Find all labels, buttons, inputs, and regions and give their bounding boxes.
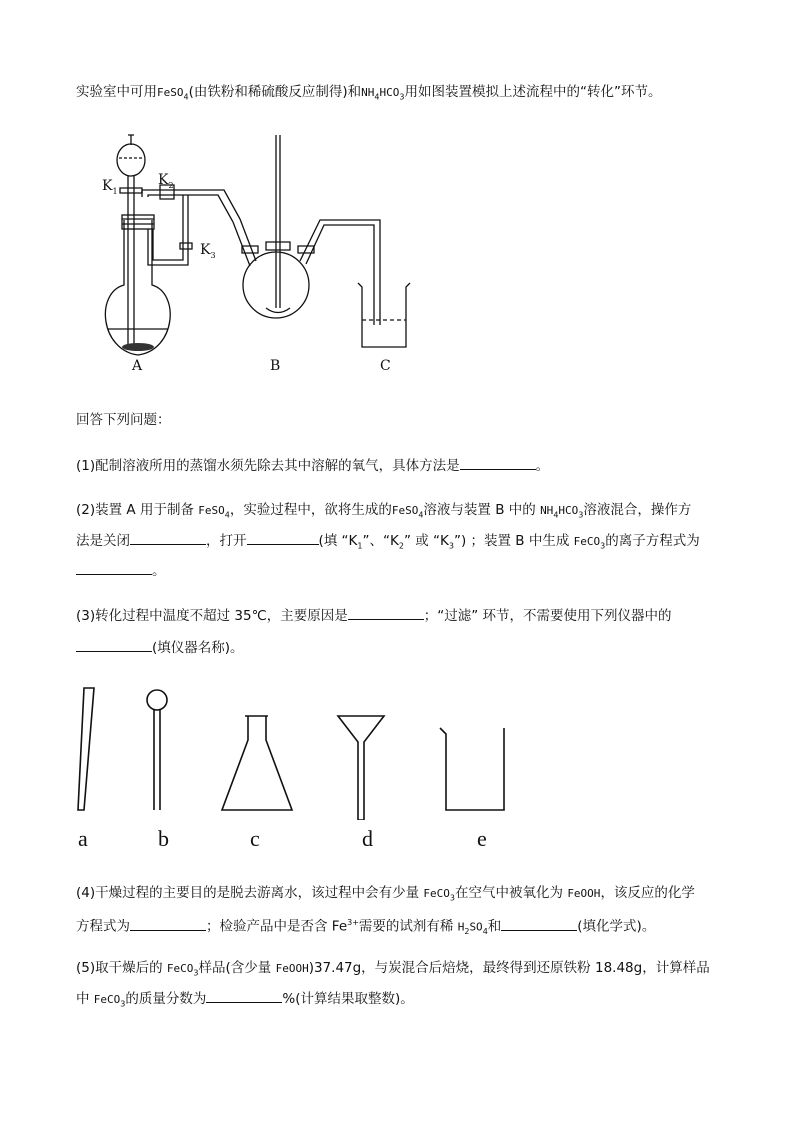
intro-text bbox=[76, 82, 661, 108]
beaker-icon bbox=[440, 728, 504, 810]
dropper-icon bbox=[147, 690, 167, 710]
text: (3)转化过程中温度不超过 35℃，主要原因是 bbox=[76, 608, 348, 624]
formula: FeSO bbox=[198, 504, 225, 517]
formula: NH bbox=[361, 86, 375, 99]
question-2-line-3 bbox=[76, 560, 166, 581]
question-4-line-2 bbox=[76, 913, 655, 942]
text: (2)装置 A 用于制备 bbox=[76, 502, 199, 518]
text: (填 “K bbox=[318, 533, 358, 549]
text: (由铁粉和稀硫酸反应制得)和 bbox=[188, 84, 362, 100]
text: ，打开 bbox=[206, 533, 247, 549]
formula: HCO bbox=[558, 504, 579, 517]
answer-blank[interactable] bbox=[501, 916, 577, 931]
k3-label bbox=[200, 242, 216, 260]
question-2-line-1 bbox=[76, 500, 691, 526]
text: ” 或 “K bbox=[403, 533, 449, 549]
instrument-label-d: d bbox=[362, 826, 373, 851]
text: ”、“K bbox=[362, 533, 399, 549]
answer-blank[interactable] bbox=[460, 455, 536, 470]
instrument-label-a: a bbox=[78, 826, 88, 851]
text: 的离子方程式为 bbox=[605, 533, 700, 549]
text: (5)取干燥后的 bbox=[76, 960, 167, 976]
answer-blank[interactable] bbox=[206, 988, 282, 1003]
subscript: 3 bbox=[399, 92, 405, 102]
subscript: 1 bbox=[357, 541, 363, 551]
answer-blank[interactable] bbox=[130, 916, 206, 931]
subscript: 3 bbox=[449, 893, 456, 903]
formula: HCO bbox=[379, 86, 400, 99]
subscript: 3 bbox=[600, 541, 606, 551]
k1-label bbox=[102, 178, 118, 196]
k2-label bbox=[158, 172, 174, 190]
question-3-line-2 bbox=[76, 637, 244, 658]
formula: FeCO bbox=[93, 993, 121, 1006]
formula: FeSO bbox=[391, 504, 419, 517]
subscript: 2 bbox=[464, 927, 470, 937]
subscript: 4 bbox=[183, 92, 189, 102]
formula: FeCO bbox=[423, 887, 450, 900]
text: 需要的试剂有稀 bbox=[358, 918, 458, 935]
instrument-label-e: e bbox=[477, 826, 487, 851]
label-c: C bbox=[380, 358, 391, 374]
text: 溶液与装置 B 中的 bbox=[423, 502, 541, 518]
question-2-line-2 bbox=[76, 530, 700, 557]
text: 方程式为 bbox=[76, 918, 130, 935]
subscript: 4 bbox=[482, 927, 488, 937]
answer-blank[interactable] bbox=[76, 637, 152, 652]
question-5-line-2 bbox=[76, 988, 414, 1015]
text: ；“过滤” 环节，不需要使用下列仪器中的 bbox=[423, 608, 672, 624]
subscript: 4 bbox=[224, 510, 230, 520]
apparatus-diagram bbox=[90, 125, 430, 360]
formula: NH bbox=[540, 504, 554, 517]
text: ，该反应的化学 bbox=[600, 885, 695, 901]
text: 和 bbox=[487, 918, 502, 935]
answer-blank[interactable] bbox=[130, 530, 206, 545]
subscript: 2 bbox=[168, 180, 174, 190]
formula: FeCO bbox=[573, 535, 601, 548]
question-3-line-1 bbox=[76, 605, 672, 626]
subscript: 3 bbox=[120, 999, 126, 1009]
text: 用如图装置模拟上述流程中的“转化”环节。 bbox=[404, 84, 662, 100]
subscript: 4 bbox=[374, 92, 380, 102]
answer-prompt: 回答下列问题： bbox=[76, 412, 171, 428]
k-text: K bbox=[102, 178, 113, 194]
text: 样品(含少量 bbox=[198, 960, 276, 976]
text: %(计算结果取整数)。 bbox=[282, 991, 414, 1007]
text: (填仪器名称)。 bbox=[152, 640, 244, 656]
superscript: 3+ bbox=[347, 918, 359, 927]
text: (1)配制溶液所用的蒸馏水须先除去其中溶解的氧气，具体方法是 bbox=[76, 458, 460, 474]
text: 。 bbox=[152, 563, 166, 579]
subscript: 4 bbox=[553, 510, 559, 520]
text: ；检验产品中是否含 Fe bbox=[206, 918, 348, 935]
answer-blank[interactable] bbox=[348, 605, 424, 620]
subscript: 4 bbox=[418, 510, 424, 520]
text: 的质量分数为 bbox=[125, 991, 207, 1007]
instrument-label-b: b bbox=[158, 826, 169, 851]
label-b: B bbox=[270, 358, 281, 374]
subscript: 3 bbox=[210, 250, 216, 260]
text: ”) ；装置 B 中生成 bbox=[453, 533, 574, 549]
formula: FeOOH bbox=[275, 962, 309, 975]
text: 。 bbox=[535, 458, 550, 474]
glass-rod-icon bbox=[78, 688, 94, 810]
subscript: 3 bbox=[448, 541, 454, 551]
text: (填化学式)。 bbox=[577, 918, 656, 935]
subscript: 3 bbox=[193, 968, 199, 978]
label-a: A bbox=[132, 358, 143, 374]
text: (4)干燥过程的主要目的是脱去游离水，该过程中会有少量 bbox=[76, 885, 424, 901]
instrument-label-c: c bbox=[250, 826, 260, 851]
formula: SO bbox=[469, 920, 483, 934]
k-text: K bbox=[200, 242, 211, 258]
formula: FeSO bbox=[157, 86, 184, 99]
subscript: 1 bbox=[112, 186, 118, 196]
instruments-figure bbox=[70, 680, 530, 820]
formula: H bbox=[457, 920, 465, 934]
subscript: 3 bbox=[578, 510, 584, 520]
text: )37.47g，与炭混合后焙烧，最终得到还原铁粉 18.48g，计算样品 bbox=[308, 960, 710, 976]
conical-flask-icon bbox=[222, 716, 292, 810]
formula: FeOOH bbox=[567, 887, 601, 900]
text: 溶液混合，操作方 bbox=[583, 502, 692, 518]
text: 在空气中被氧化为 bbox=[455, 885, 568, 901]
k-text: K bbox=[158, 172, 169, 188]
subscript: 2 bbox=[398, 541, 404, 551]
text: 实验室中可用 bbox=[76, 84, 157, 100]
question-4-line-1 bbox=[76, 883, 695, 909]
text: 法是关闭 bbox=[76, 533, 130, 549]
text: 中 bbox=[76, 991, 94, 1007]
answer-blank[interactable] bbox=[76, 560, 152, 575]
question-1 bbox=[76, 455, 549, 476]
funnel-icon bbox=[338, 716, 384, 820]
answer-blank[interactable] bbox=[247, 530, 319, 545]
question-5-line-1 bbox=[76, 958, 710, 984]
text: ，实验过程中，欲将生成的 bbox=[229, 502, 392, 518]
formula: FeCO bbox=[166, 962, 194, 975]
